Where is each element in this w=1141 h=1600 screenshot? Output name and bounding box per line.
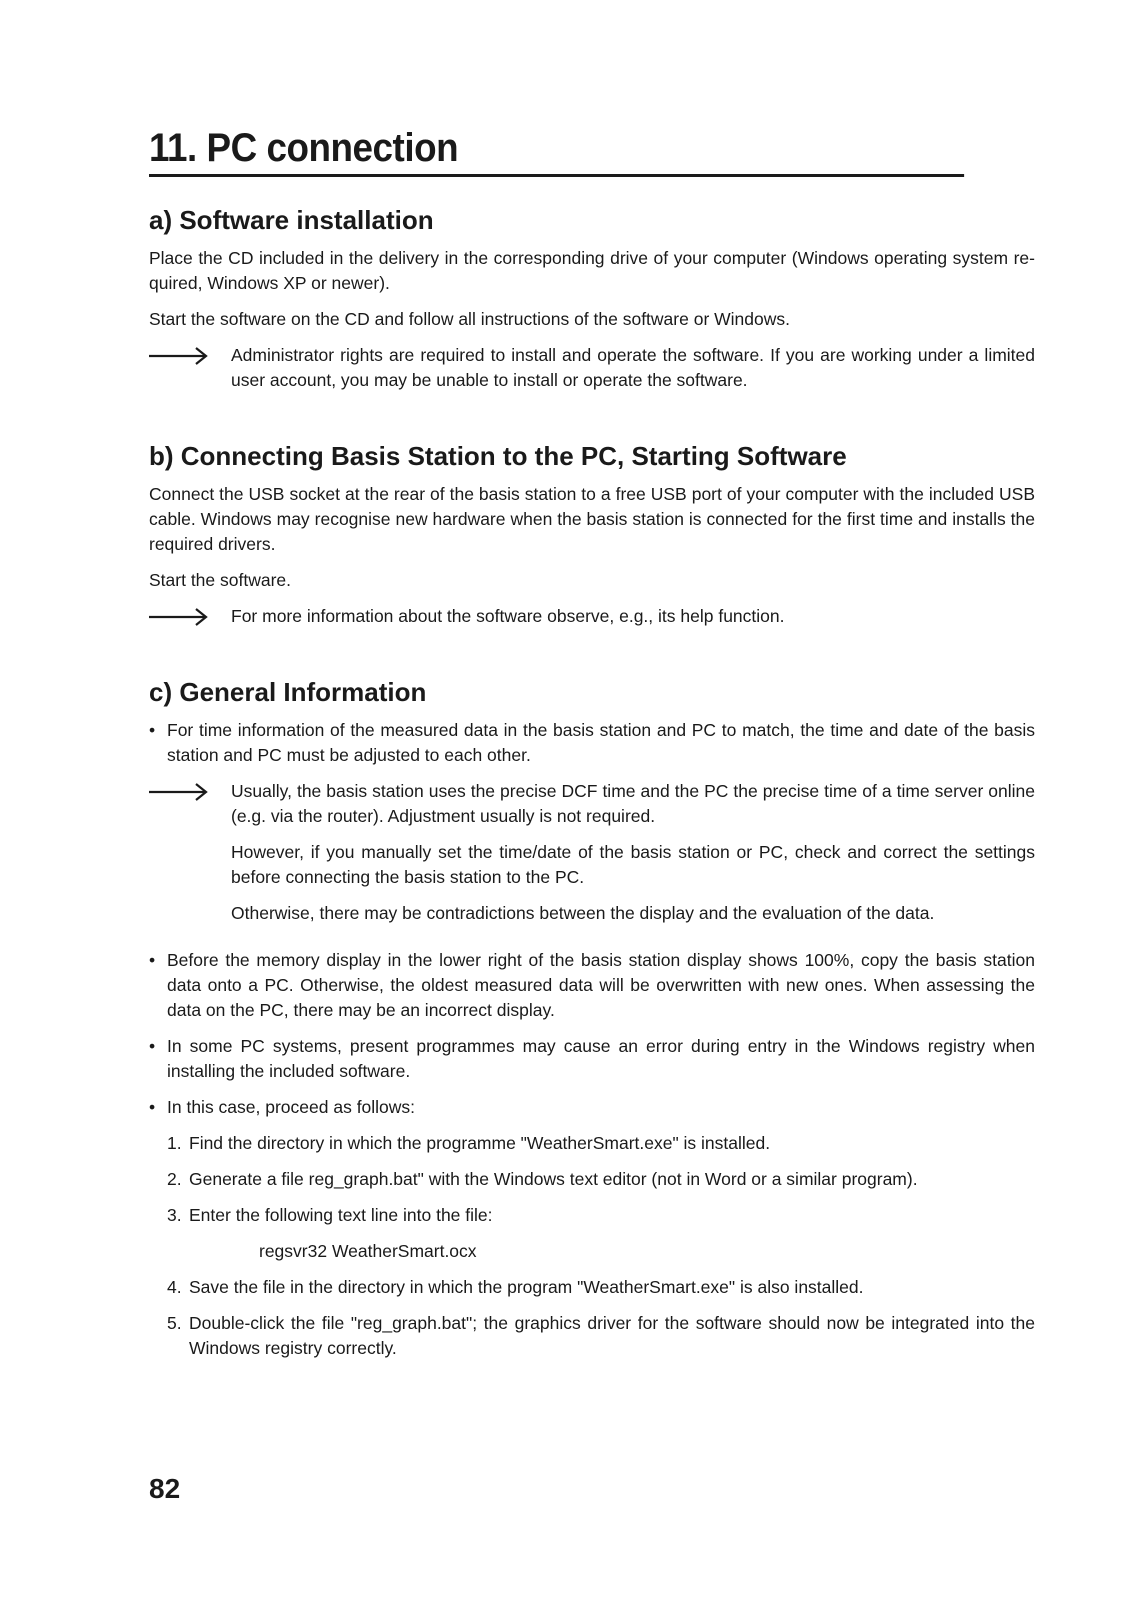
step-number: 3. <box>167 1205 182 1225</box>
paragraph: Connect the USB socket at the rear of the basis station to a free USB port of your computer with the included USB cable. Windows may recognise new hardware when the basis station is connected for the first time and installs the required drivers. <box>149 484 1035 554</box>
step-item <box>167 1275 1035 1300</box>
bullet-text: In some PC systems, present programmes may cause an error during entry in the Windows registry when installing the included software. <box>167 1036 1035 1081</box>
step-item <box>167 1167 1035 1192</box>
step-number: 4. <box>167 1277 182 1297</box>
list-item <box>149 948 1035 1023</box>
paragraph: Place the CD included in the delivery in the corresponding drive of your computer (Windows operating system required, Windows XP or newer). <box>149 248 1035 293</box>
step-item <box>167 1131 1035 1156</box>
note <box>149 779 1035 937</box>
numbered-steps <box>167 1131 1035 1361</box>
list-item <box>149 1095 1035 1120</box>
note-text: Usually, the basis station uses the precise DCF time and the PC the precise time of a time server online (e.g. via the router). Adjustment usually is not required. <box>231 781 1035 826</box>
bullet-text: For time information of the measured data in the basis station and PC to match, the time and date of the basis station and PC must be adjusted to each other. <box>167 720 1035 765</box>
section-software-installation <box>149 204 1035 415</box>
step-text: Save the file in the directory in which the program "WeatherSmart.exe" is also installed. <box>189 1277 864 1297</box>
arrow-right-icon <box>149 604 231 629</box>
note <box>149 604 1035 640</box>
section-heading: a) Software installation <box>149 205 434 235</box>
list-item <box>149 1034 1035 1084</box>
note-text: Otherwise, there may be contradictions between the display and the evaluation of the data. <box>231 903 935 923</box>
note <box>149 343 1035 404</box>
step-number: 5. <box>167 1313 182 1333</box>
step-number: 1. <box>167 1133 182 1153</box>
page-number: 82 <box>149 1473 181 1504</box>
bullet-icon: • <box>149 950 156 970</box>
section-heading: b) Connecting Basis Station to the PC, Starting Software <box>149 441 847 471</box>
step-item <box>167 1203 1035 1228</box>
bullet-icon: • <box>149 720 156 740</box>
step-text: Find the directory in which the programme "WeatherSmart.exe" is installed. <box>189 1133 771 1153</box>
list-item <box>149 718 1035 768</box>
bullet-text: Before the memory display in the lower right of the basis station display shows 100%, copy the basis station data onto a PC. Otherwise, the oldest measured data will be overwritten with new ones. When assessing the data on the PC, there may be an incorrect display. <box>167 950 1035 1020</box>
note-text: However, if you manually set the time/date of the basis station or PC, check and correct the settings before connecting the basis station to the PC. <box>231 842 1035 887</box>
step-item <box>167 1311 1035 1361</box>
section-connecting-basis-station <box>149 440 1035 651</box>
chapter-title: 11. PC connection <box>149 124 964 177</box>
step-number: 2. <box>167 1169 182 1189</box>
section-heading: c) General Information <box>149 677 427 707</box>
bullet-icon: • <box>149 1097 156 1117</box>
note-text: Administrator rights are required to install and operate the software. If you are working under a limited user account, you may be unable to install or operate the software. <box>231 345 1035 390</box>
bullet-icon: • <box>149 1036 156 1056</box>
paragraph: Start the software. <box>149 570 292 590</box>
arrow-right-icon <box>149 779 231 804</box>
section-general-information <box>149 676 1035 1372</box>
step-text: Enter the following text line into the file: <box>189 1205 493 1225</box>
note-text: For more information about the software observe, e.g., its help function. <box>231 606 785 626</box>
command-line: regsvr32 WeatherSmart.ocx <box>259 1241 477 1261</box>
paragraph: Start the software on the CD and follow all instructions of the software or Windows. <box>149 309 790 329</box>
step-text: Double-click the file "reg_graph.bat"; the graphics driver for the software should now be integrated into the Windows registry correctly. <box>189 1313 1035 1358</box>
bullet-text: In this case, proceed as follows: <box>167 1097 416 1117</box>
step-text: Generate a file reg_graph.bat" with the Windows text editor (not in Word or a similar program). <box>189 1169 918 1189</box>
arrow-right-icon <box>149 343 231 368</box>
